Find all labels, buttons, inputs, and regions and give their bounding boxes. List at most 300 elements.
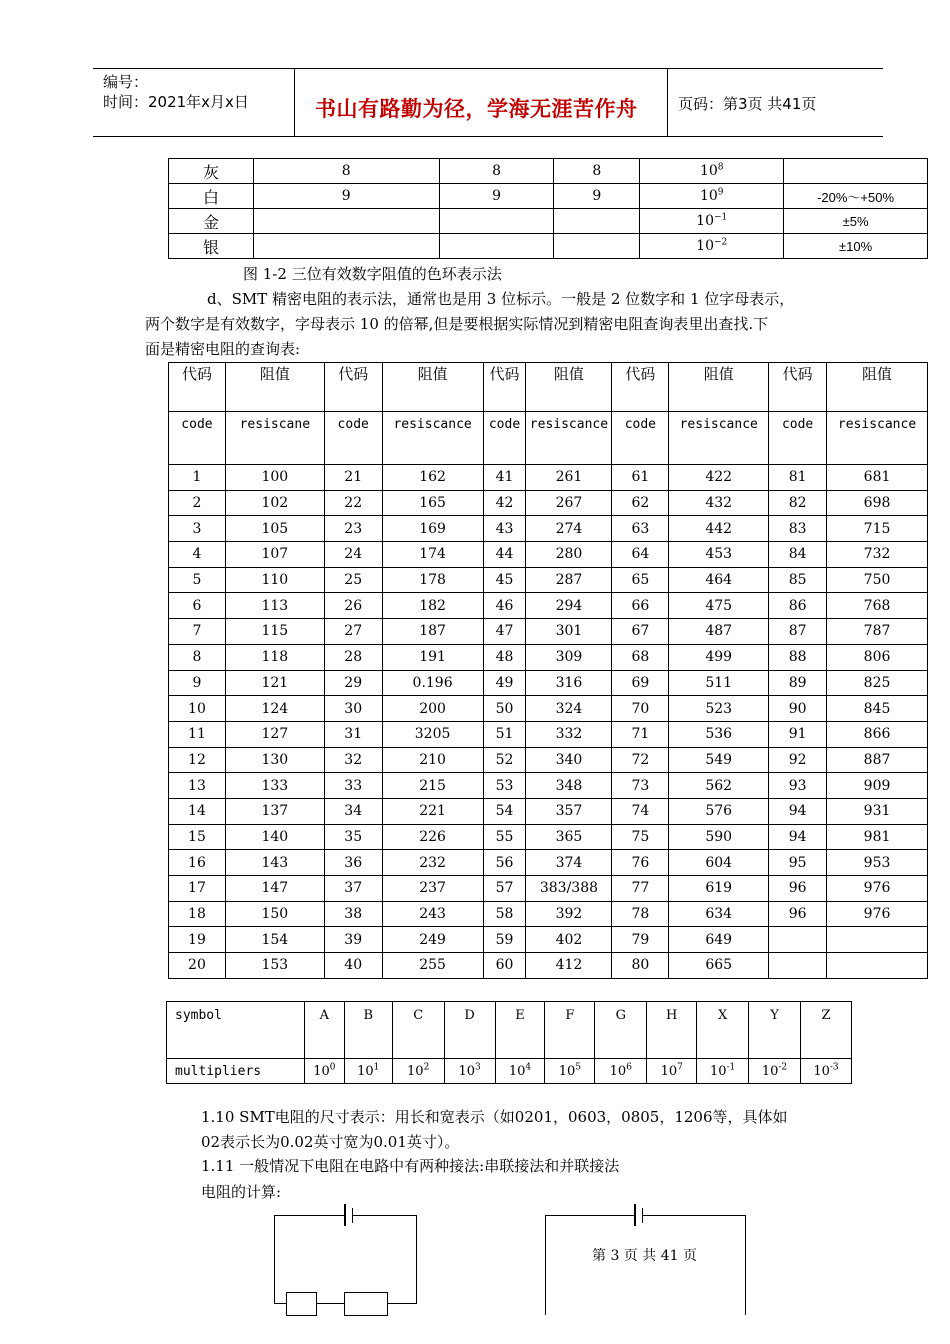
symbol-cell: D <box>444 1002 495 1059</box>
column-header: resiscane <box>225 412 324 465</box>
table-cell: 58 <box>483 901 526 927</box>
column-header: code <box>169 412 226 465</box>
table-cell: 931 <box>827 798 928 824</box>
table-cell: 324 <box>526 696 612 722</box>
table-cell: 357 <box>526 798 612 824</box>
table-cell: 267 <box>526 490 612 516</box>
table-row <box>169 542 928 568</box>
table-cell: 5 <box>169 567 226 593</box>
power-exponent: 5 <box>575 1062 582 1073</box>
table-cell: 182 <box>382 593 483 619</box>
symbol-cell: Y <box>749 1002 801 1059</box>
page-info: 页码：第3页 共41页 <box>678 95 817 113</box>
table-cell: 24 <box>324 542 382 568</box>
power-exponent: 9 <box>717 187 724 198</box>
table-cell: 86 <box>769 593 827 619</box>
table-cell: 887 <box>827 747 928 773</box>
table-cell: 43 <box>483 516 526 542</box>
section-1-11-line: 1.11 一般情况下电阻在电路中有两种接法:串联接法和并联接法 <box>201 1157 620 1175</box>
power-base: 10 <box>696 238 714 254</box>
symbol-cell: A <box>304 1002 344 1059</box>
symbol-cell: E <box>495 1002 545 1059</box>
table-cell: 71 <box>612 721 669 747</box>
power-cell <box>640 184 784 209</box>
power-base: 10 <box>709 1063 727 1079</box>
header-divider <box>294 69 295 136</box>
table-cell: 226 <box>382 824 483 850</box>
table-cell: 93 <box>769 773 827 799</box>
table-cell: 28 <box>324 644 382 670</box>
table-cell: 6 <box>169 593 226 619</box>
column-header: 阻值 <box>225 363 324 412</box>
table-cell: 84 <box>769 542 827 568</box>
table-cell: 261 <box>526 465 612 491</box>
power-base: 10 <box>699 163 718 179</box>
table-cell: 953 <box>827 850 928 876</box>
table-cell: 48 <box>483 644 526 670</box>
table-cell: 698 <box>827 490 928 516</box>
table-cell: 73 <box>612 773 669 799</box>
table-cell: 10 <box>169 696 226 722</box>
symbol-row <box>167 1002 852 1059</box>
table-cell: 787 <box>827 619 928 645</box>
table-cell: 27 <box>324 619 382 645</box>
table-cell: 619 <box>669 876 769 902</box>
table-cell: 348 <box>526 773 612 799</box>
multiplier-row <box>167 1059 852 1084</box>
power-base: 10 <box>458 1063 475 1079</box>
table-cell: 96 <box>769 901 827 927</box>
digit-cell: 8 <box>253 159 439 184</box>
column-header: resiscance <box>827 412 928 465</box>
table-cell: 87 <box>769 619 827 645</box>
table-cell: 92 <box>769 747 827 773</box>
table-cell: 133 <box>225 773 324 799</box>
table-row <box>169 516 928 542</box>
number-label: 编号： <box>103 73 149 91</box>
table-cell: 768 <box>827 593 928 619</box>
power-exponent: -3 <box>829 1062 839 1073</box>
power-base: 10 <box>699 188 718 204</box>
table-cell: 67 <box>612 619 669 645</box>
table-cell: 81 <box>769 465 827 491</box>
table-cell: 392 <box>526 901 612 927</box>
battery-plate <box>344 1204 346 1226</box>
table-cell <box>827 927 928 953</box>
digit-cell: 8 <box>554 159 640 184</box>
color-name-cell: 灰 <box>169 159 254 184</box>
table-cell: 21 <box>324 465 382 491</box>
table-cell: 178 <box>382 567 483 593</box>
battery-plate <box>634 1204 636 1226</box>
page-header <box>93 68 883 137</box>
symbol-cell: F <box>545 1002 595 1059</box>
table-cell: 42 <box>483 490 526 516</box>
section-1-10-line: 02表示长为0.02英寸宽为0.01英寸）。 <box>201 1133 460 1151</box>
digit-cell <box>253 234 439 259</box>
table-cell: 124 <box>225 696 324 722</box>
table-row <box>169 490 928 516</box>
power-cell <box>595 1059 647 1084</box>
power-exponent: 0 <box>329 1062 336 1073</box>
circuit-wire <box>353 1215 417 1216</box>
column-header: resiscance <box>382 412 483 465</box>
power-base: 10 <box>357 1063 374 1079</box>
table-row <box>169 465 928 491</box>
power-exponent: -1 <box>726 1062 736 1073</box>
calc-label: 电阻的计算: <box>201 1183 282 1201</box>
table-cell: 38 <box>324 901 382 927</box>
figure-caption: 图 1-2 三位有效数字阻值的色环表示法 <box>243 265 502 283</box>
table-cell: 549 <box>669 747 769 773</box>
column-header: code <box>324 412 382 465</box>
table-cell: 432 <box>669 490 769 516</box>
table-cell: 82 <box>769 490 827 516</box>
table-row <box>169 696 928 722</box>
table-cell: 91 <box>769 721 827 747</box>
table-cell: 77 <box>612 876 669 902</box>
table-cell: 309 <box>526 644 612 670</box>
table-cell: 150 <box>225 901 324 927</box>
table-cell: 118 <box>225 644 324 670</box>
power-base: 10 <box>660 1063 678 1079</box>
table-cell: 365 <box>526 824 612 850</box>
table-row <box>169 567 928 593</box>
table-cell: 681 <box>827 465 928 491</box>
color-row <box>169 234 928 259</box>
table-cell: 33 <box>324 773 382 799</box>
table-row <box>169 619 928 645</box>
table-cell: 90 <box>769 696 827 722</box>
table-cell: 51 <box>483 721 526 747</box>
power-base: 10 <box>696 213 714 229</box>
table-cell: 232 <box>382 850 483 876</box>
table-cell: 20 <box>169 953 226 979</box>
circuit-wire <box>643 1215 746 1216</box>
power-base: 10 <box>761 1063 779 1079</box>
column-header: 代码 <box>483 363 526 412</box>
power-cell <box>545 1059 595 1084</box>
table-cell: 191 <box>382 644 483 670</box>
table-row <box>169 721 928 747</box>
table-cell: 44 <box>483 542 526 568</box>
power-exponent: 2 <box>423 1062 430 1073</box>
table-cell: 105 <box>225 516 324 542</box>
table-cell: 56 <box>483 850 526 876</box>
table-cell: 909 <box>827 773 928 799</box>
color-band-table <box>168 158 928 259</box>
table-cell: 25 <box>324 567 382 593</box>
symbol-cell: B <box>344 1002 392 1059</box>
table-cell: 30 <box>324 696 382 722</box>
table-cell: 47 <box>483 619 526 645</box>
table-cell: 981 <box>827 824 928 850</box>
table-cell: 169 <box>382 516 483 542</box>
table-cell: 243 <box>382 901 483 927</box>
color-row <box>169 209 928 234</box>
color-name-cell: 银 <box>169 234 254 259</box>
paragraph-line: 面是精密电阻的查询表: <box>145 340 301 358</box>
table-cell: 147 <box>225 876 324 902</box>
table-cell: 80 <box>612 953 669 979</box>
digit-cell <box>439 209 554 234</box>
table-cell: 100 <box>225 465 324 491</box>
column-header: 阻值 <box>526 363 612 412</box>
table-cell: 16 <box>169 850 226 876</box>
table-cell: 76 <box>612 850 669 876</box>
table-row <box>169 876 928 902</box>
table-cell: 511 <box>669 670 769 696</box>
power-exponent: -2 <box>778 1062 788 1073</box>
table-cell: 40 <box>324 953 382 979</box>
symbol-cell: X <box>697 1002 749 1059</box>
symbol-cell: Z <box>800 1002 851 1059</box>
table-cell: 280 <box>526 542 612 568</box>
table-cell: 210 <box>382 747 483 773</box>
table-cell: 94 <box>769 824 827 850</box>
table-row <box>169 644 928 670</box>
power-exponent: −1 <box>713 212 728 223</box>
power-base: 10 <box>313 1063 330 1079</box>
table-cell: 634 <box>669 901 769 927</box>
table-cell: 95 <box>769 850 827 876</box>
table-cell: 143 <box>225 850 324 876</box>
circuit-wire <box>274 1215 344 1216</box>
table-cell: 121 <box>225 670 324 696</box>
digit-cell: 8 <box>439 159 554 184</box>
table-cell: 45 <box>483 567 526 593</box>
circuit-wire <box>745 1215 746 1315</box>
table-cell: 85 <box>769 567 827 593</box>
table-cell: 113 <box>225 593 324 619</box>
table-cell: 523 <box>669 696 769 722</box>
resistor <box>344 1292 388 1316</box>
table-cell: 15 <box>169 824 226 850</box>
table-row <box>169 953 928 979</box>
table-cell: 825 <box>827 670 928 696</box>
power-exponent: 3 <box>474 1062 481 1073</box>
table-cell: 36 <box>324 850 382 876</box>
table-cell: 294 <box>526 593 612 619</box>
table-cell: 54 <box>483 798 526 824</box>
column-header: code <box>483 412 526 465</box>
table-cell: 49 <box>483 670 526 696</box>
table-cell: 50 <box>483 696 526 722</box>
table-cell: 60 <box>483 953 526 979</box>
table-cell: 200 <box>382 696 483 722</box>
table-cell: 536 <box>669 721 769 747</box>
table-cell: 62 <box>612 490 669 516</box>
table-cell: 55 <box>483 824 526 850</box>
color-name-cell: 金 <box>169 209 254 234</box>
power-cell <box>647 1059 697 1084</box>
table-cell: 9 <box>169 670 226 696</box>
table-cell: 274 <box>526 516 612 542</box>
table-cell: 3 <box>169 516 226 542</box>
table-cell: 52 <box>483 747 526 773</box>
table-cell: 866 <box>827 721 928 747</box>
table-cell: 63 <box>612 516 669 542</box>
table-cell: 140 <box>225 824 324 850</box>
table-cell: 806 <box>827 644 928 670</box>
symbol-label: symbol <box>167 1002 305 1059</box>
table-cell: 57 <box>483 876 526 902</box>
paragraph-line: d、SMT 精密电阻的表示法，通常也是用 3 位标示。一般是 2 位数字和 1 位字母表示， <box>207 290 795 308</box>
table-cell: 316 <box>526 670 612 696</box>
table-cell: 750 <box>827 567 928 593</box>
table-cell: 0.196 <box>382 670 483 696</box>
table-cell <box>769 953 827 979</box>
table-cell: 422 <box>669 465 769 491</box>
table-cell: 8 <box>169 644 226 670</box>
table-cell: 332 <box>526 721 612 747</box>
power-cell <box>392 1059 444 1084</box>
digit-cell <box>554 234 640 259</box>
column-header: 代码 <box>324 363 382 412</box>
power-cell <box>697 1059 749 1084</box>
table-cell: 153 <box>225 953 324 979</box>
table-cell: 19 <box>169 927 226 953</box>
table-cell: 487 <box>669 619 769 645</box>
section-1-10-line: 1.10 SMT电阻的尺寸表示：用长和宽表示（如0201，0603，0805，1206等，具体如 <box>201 1108 788 1126</box>
table-cell: 1 <box>169 465 226 491</box>
symbol-cell: C <box>392 1002 444 1059</box>
table-cell: 61 <box>612 465 669 491</box>
digit-cell <box>554 209 640 234</box>
color-row <box>169 184 928 209</box>
column-header: 阻值 <box>827 363 928 412</box>
power-cell <box>749 1059 801 1084</box>
color-name-cell: 白 <box>169 184 254 209</box>
table-cell: 287 <box>526 567 612 593</box>
precision-resistor-code-table <box>168 362 928 979</box>
table-cell: 107 <box>225 542 324 568</box>
digit-cell: 9 <box>439 184 554 209</box>
column-header: 代码 <box>169 363 226 412</box>
column-header: 阻值 <box>669 363 769 412</box>
table-cell: 66 <box>612 593 669 619</box>
table-cell: 576 <box>669 798 769 824</box>
table-cell: 976 <box>827 901 928 927</box>
digit-cell: 9 <box>554 184 640 209</box>
tolerance-cell: ±5% <box>784 209 928 234</box>
table-cell: 70 <box>612 696 669 722</box>
table-cell: 845 <box>827 696 928 722</box>
table-cell: 29 <box>324 670 382 696</box>
table-cell <box>827 953 928 979</box>
table-cell: 590 <box>669 824 769 850</box>
table-header-row <box>169 412 928 465</box>
table-cell: 732 <box>827 542 928 568</box>
table-cell: 499 <box>669 644 769 670</box>
table-cell: 68 <box>612 644 669 670</box>
table-row <box>169 850 928 876</box>
table-cell: 255 <box>382 953 483 979</box>
table-cell: 412 <box>526 953 612 979</box>
power-exponent: 1 <box>373 1062 380 1073</box>
table-cell: 115 <box>225 619 324 645</box>
time-label: 时间：2021年x月x日 <box>103 93 249 111</box>
table-cell: 715 <box>827 516 928 542</box>
table-row <box>169 824 928 850</box>
symbol-cell: H <box>647 1002 697 1059</box>
table-cell: 137 <box>225 798 324 824</box>
table-cell: 23 <box>324 516 382 542</box>
table-cell: 237 <box>382 876 483 902</box>
digit-cell <box>439 234 554 259</box>
table-cell <box>769 927 827 953</box>
table-cell: 402 <box>526 927 612 953</box>
table-cell: 83 <box>769 516 827 542</box>
table-row <box>169 670 928 696</box>
table-cell: 12 <box>169 747 226 773</box>
table-cell: 162 <box>382 465 483 491</box>
power-base: 10 <box>558 1063 576 1079</box>
table-cell: 72 <box>612 747 669 773</box>
table-cell: 17 <box>169 876 226 902</box>
digit-cell: 9 <box>253 184 439 209</box>
table-cell: 89 <box>769 670 827 696</box>
circuit-wire <box>545 1215 634 1216</box>
table-cell: 383/388 <box>526 876 612 902</box>
table-cell: 215 <box>382 773 483 799</box>
power-base: 10 <box>813 1063 830 1079</box>
table-cell: 88 <box>769 644 827 670</box>
page-footer: 第 3 页 共 41 页 <box>592 1248 697 1264</box>
circuit-wire <box>545 1215 546 1315</box>
tolerance-cell <box>784 159 928 184</box>
table-cell: 26 <box>324 593 382 619</box>
column-header: code <box>769 412 827 465</box>
column-header: resiscance <box>669 412 769 465</box>
column-header: code <box>612 412 669 465</box>
table-cell: 665 <box>669 953 769 979</box>
table-cell: 301 <box>526 619 612 645</box>
table-row <box>169 798 928 824</box>
column-header: 代码 <box>612 363 669 412</box>
table-cell: 4 <box>169 542 226 568</box>
table-cell: 59 <box>483 927 526 953</box>
table-cell: 110 <box>225 567 324 593</box>
table-cell: 130 <box>225 747 324 773</box>
table-cell: 127 <box>225 721 324 747</box>
column-header: 代码 <box>769 363 827 412</box>
table-cell: 64 <box>612 542 669 568</box>
tolerance-cell: ±10% <box>784 234 928 259</box>
table-cell: 96 <box>769 876 827 902</box>
table-cell: 78 <box>612 901 669 927</box>
table-cell: 94 <box>769 798 827 824</box>
table-cell: 165 <box>382 490 483 516</box>
table-cell: 11 <box>169 721 226 747</box>
table-cell: 340 <box>526 747 612 773</box>
table-cell: 69 <box>612 670 669 696</box>
power-exponent: 4 <box>525 1062 532 1073</box>
table-cell: 37 <box>324 876 382 902</box>
power-cell <box>640 209 784 234</box>
table-cell: 374 <box>526 850 612 876</box>
table-cell: 453 <box>669 542 769 568</box>
power-cell <box>640 234 784 259</box>
table-cell: 75 <box>612 824 669 850</box>
table-cell: 442 <box>669 516 769 542</box>
column-header: resiscance <box>526 412 612 465</box>
table-cell: 475 <box>669 593 769 619</box>
table-cell: 154 <box>225 927 324 953</box>
table-cell: 249 <box>382 927 483 953</box>
table-row <box>169 593 928 619</box>
table-cell: 31 <box>324 721 382 747</box>
